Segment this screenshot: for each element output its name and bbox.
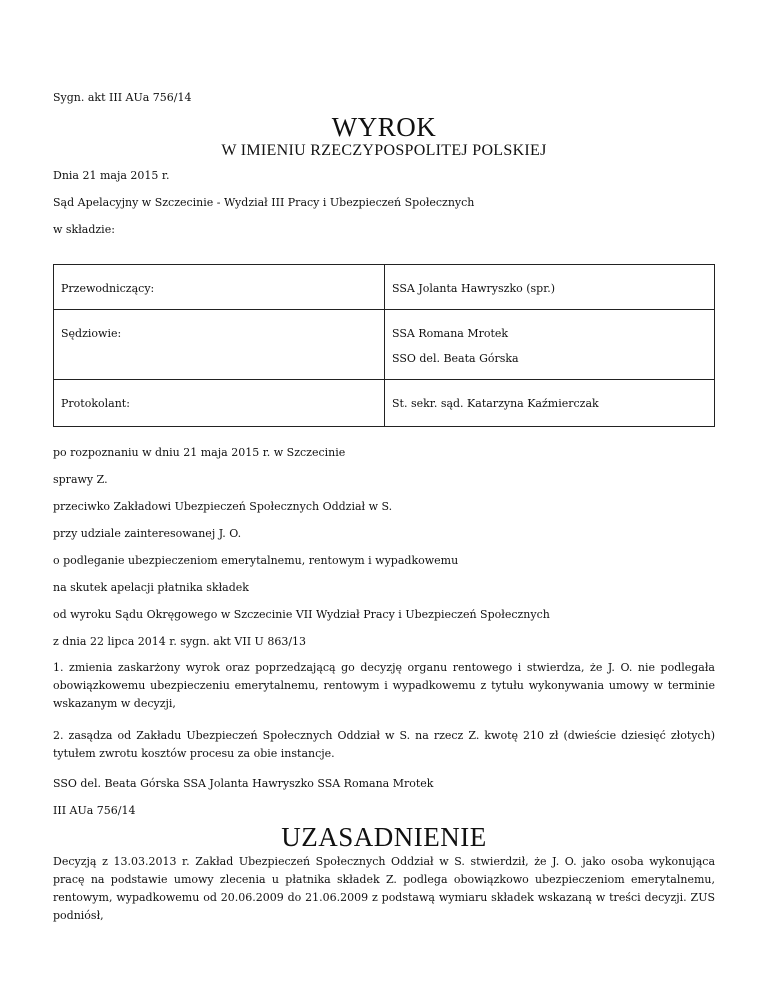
proceeding-line: przeciwko Zakładowi Ubezpieczeń Społecznych Oddział w S. bbox=[53, 500, 393, 513]
signatures: SSO del. Beata Górska SSA Jolanta Hawryszko SSA Romana Mrotek bbox=[53, 777, 434, 790]
proceeding-line: z dnia 22 lipca 2014 r. sygn. akt VII U 863/13 bbox=[53, 635, 307, 648]
composition-intro: w składzie: bbox=[53, 223, 115, 236]
date-line: Dnia 21 maja 2015 r. bbox=[53, 169, 170, 182]
composition-role: Protokolant: bbox=[54, 380, 385, 427]
composition-members: SSA Jolanta Hawryszko (spr.) bbox=[385, 265, 715, 310]
composition-members: SSA Romana Mrotek SSO del. Beata Górska bbox=[385, 310, 715, 380]
proceeding-line: sprawy Z. bbox=[53, 473, 108, 486]
case-number: Sygn. akt III AUa 756/14 bbox=[53, 91, 192, 104]
composition-row-chair bbox=[54, 265, 715, 310]
composition-row-judges bbox=[54, 310, 715, 380]
court-line: Sąd Apelacyjny w Szczecinie - Wydział III Pracy i Ubezpieczeń Społecznych bbox=[53, 196, 475, 209]
proceeding-line: przy udziale zainteresowanej J. O. bbox=[53, 527, 242, 540]
composition-table bbox=[53, 264, 715, 427]
proceeding-line: od wyroku Sądu Okręgowego w Szczecinie VII Wydział Pracy i Ubezpieczeń Społecznych bbox=[53, 608, 550, 621]
composition-members: St. sekr. sąd. Katarzyna Kaźmierczak bbox=[385, 380, 715, 427]
ruling-paragraph: 2. zasądza od Zakładu Ubezpieczeń Społecznych Oddział w S. na rzecz Z. kwotę 210 zł (dwieście dziesięć złotych) tytułem zwrotu kosztów procesu za obie instancje. bbox=[53, 729, 715, 760]
proceeding-line: o podleganie ubezpieczeniom emerytalnemu, rentowym i wypadkowemu bbox=[53, 554, 459, 567]
proceeding-line: na skutek apelacji płatnika składek bbox=[53, 581, 249, 594]
composition-role: Przewodniczący: bbox=[54, 265, 385, 310]
judgment-title: WYROK bbox=[331, 112, 437, 142]
case-number-repeat: III AUa 756/14 bbox=[53, 804, 136, 817]
ruling-paragraph: 1. zmienia zaskarżony wyrok oraz poprzedzającą go decyzję organu rentowego i stwierdza, że J. O. nie podlegała obowiązkowemu ubezpieczeniu emerytalnemu, rentowym i wypadkowemu z tytułu wykonywania umowy w terminie wskazanym w decyzji, bbox=[53, 661, 715, 710]
proceeding-line: po rozpoznaniu w dniu 21 maja 2015 r. w Szczecinie bbox=[53, 446, 346, 459]
justification-paragraph: Decyzją z 13.03.2013 r. Zakład Ubezpieczeń Społecznych Oddział w S. stwierdził, że J. O. jako osoba wykonująca pracę na podstawie umowy zlecenia u płatnika składek Z. podlega obowiązkowo ubezpieczeniom emerytalnemu, rentowym, wypadkowemu od 20.06.2009 do 21.06.2009 z podstawą wymiaru składek wskazaną w treści decyzji. ZUS podniósł, bbox=[53, 855, 715, 922]
justification-title: UZASADNIENIE bbox=[281, 822, 487, 852]
composition-row-clerk bbox=[54, 380, 715, 427]
composition-role: Sędziowie: bbox=[54, 310, 385, 380]
judgment-subtitle: W IMIENIU RZECZYPOSPOLITEJ POLSKIEJ bbox=[221, 142, 547, 159]
